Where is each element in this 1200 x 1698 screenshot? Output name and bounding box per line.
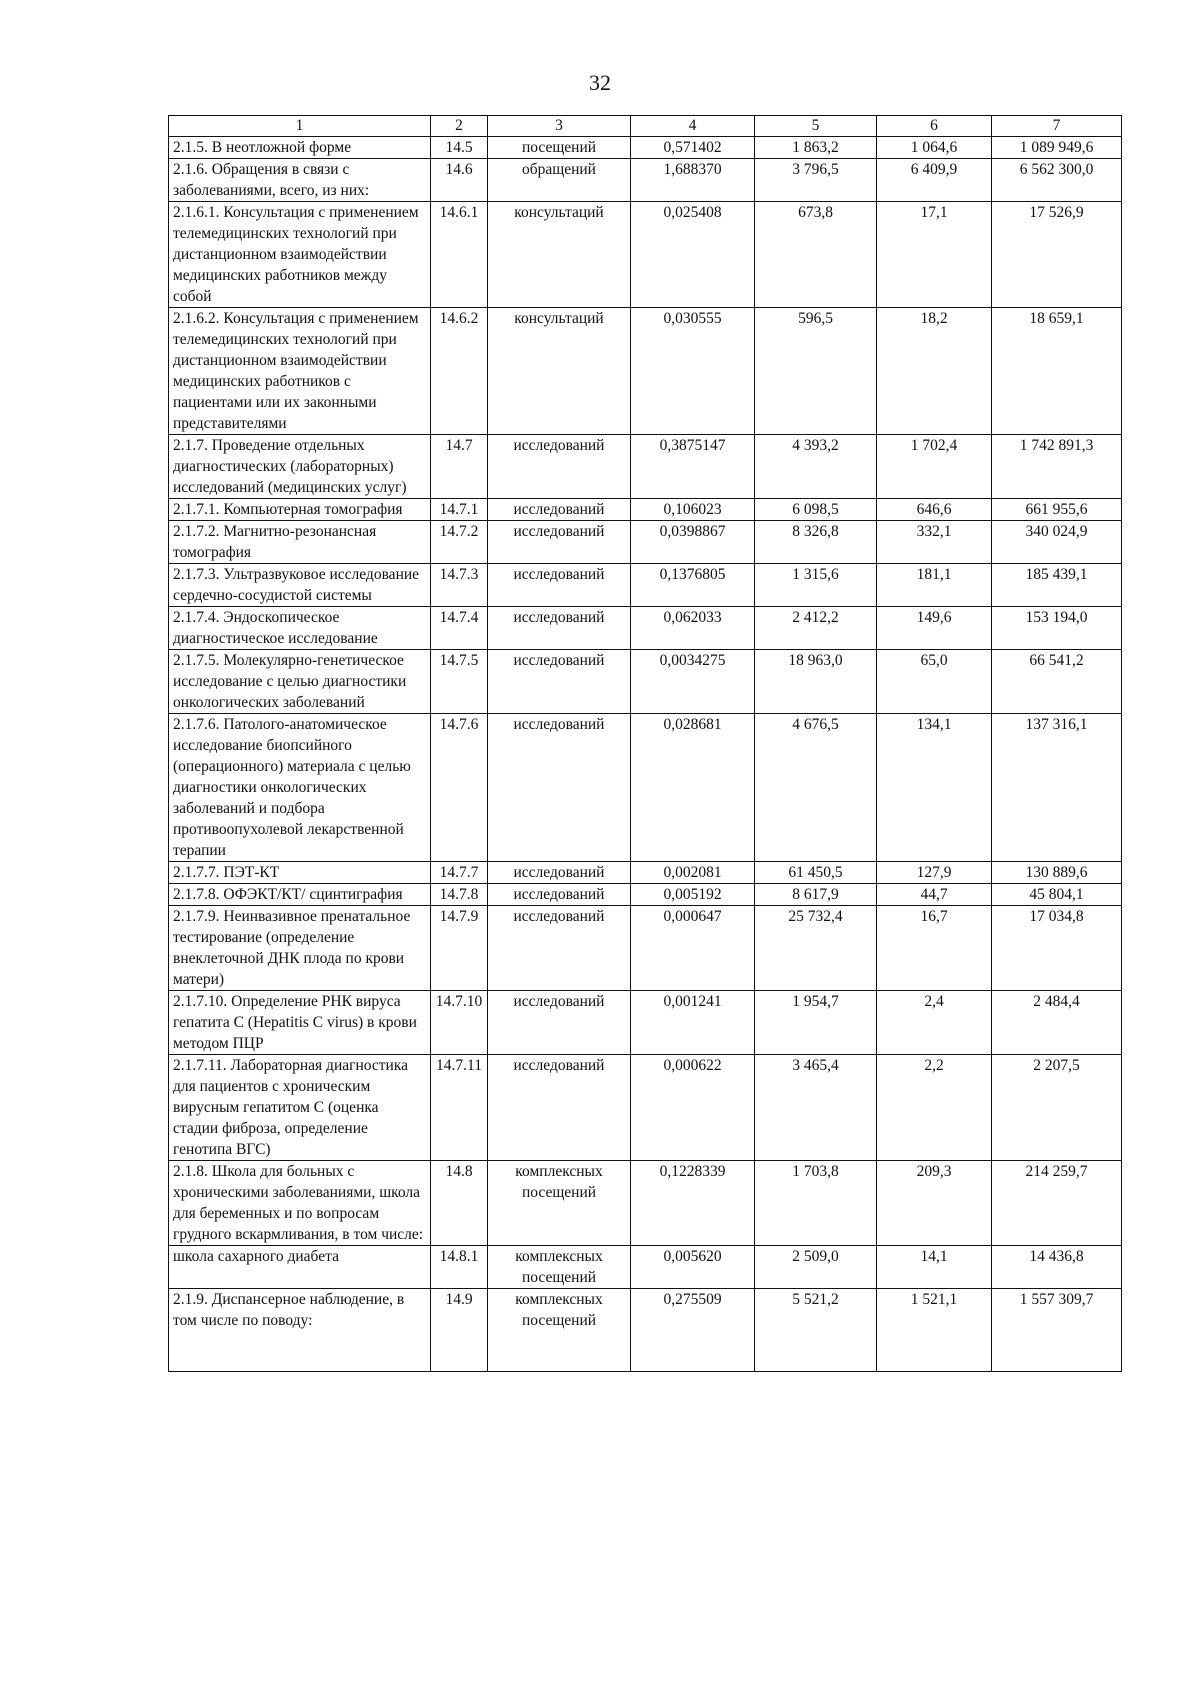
table-row	[169, 862, 1122, 884]
row-unit: исследований	[488, 650, 631, 714]
row-unit: исследований	[488, 1055, 631, 1161]
column-number: 3	[488, 116, 631, 137]
row-per-capita: 17,1	[877, 202, 992, 308]
row-name: 2.1.7.9. Неинвазивное пренатальное тестирование (определение внеклеточной ДНК плода по крови матери)	[169, 906, 431, 991]
row-total: 6 562 300,0	[992, 159, 1122, 202]
row-norm: 0,571402	[631, 137, 755, 159]
row-cost: 1 703,8	[755, 1161, 877, 1246]
row-code: 14.7.4	[431, 607, 488, 650]
row-per-capita: 44,7	[877, 884, 992, 906]
row-norm: 0,030555	[631, 308, 755, 435]
row-total: 153 194,0	[992, 607, 1122, 650]
row-unit: исследований	[488, 521, 631, 564]
row-total: 2 207,5	[992, 1055, 1122, 1161]
row-unit: комплексных посещений	[488, 1289, 631, 1372]
row-norm: 0,1228339	[631, 1161, 755, 1246]
row-name: 2.1.7. Проведение отдельных диагностических (лабораторных) исследований (медицинских услуг)	[169, 435, 431, 499]
row-code: 14.5	[431, 137, 488, 159]
row-total: 18 659,1	[992, 308, 1122, 435]
row-total: 1 557 309,7	[992, 1289, 1122, 1372]
column-number-row	[169, 116, 1122, 137]
row-norm: 0,106023	[631, 499, 755, 521]
row-unit: комплексных посещений	[488, 1161, 631, 1246]
table-row	[169, 1289, 1122, 1372]
row-cost: 25 732,4	[755, 906, 877, 991]
row-norm: 0,275509	[631, 1289, 755, 1372]
row-unit: исследований	[488, 499, 631, 521]
table-row	[169, 607, 1122, 650]
row-total: 66 541,2	[992, 650, 1122, 714]
row-per-capita: 2,2	[877, 1055, 992, 1161]
row-name: 2.1.7.7. ПЭТ-КТ	[169, 862, 431, 884]
row-total: 137 316,1	[992, 714, 1122, 862]
row-unit: консультаций	[488, 308, 631, 435]
row-unit: исследований	[488, 862, 631, 884]
row-total: 185 439,1	[992, 564, 1122, 607]
row-unit: исследований	[488, 564, 631, 607]
table-row	[169, 564, 1122, 607]
row-per-capita: 209,3	[877, 1161, 992, 1246]
row-norm: 0,025408	[631, 202, 755, 308]
row-unit: обращений	[488, 159, 631, 202]
table-row	[169, 202, 1122, 308]
table-row	[169, 906, 1122, 991]
row-norm: 0,3875147	[631, 435, 755, 499]
row-name: 2.1.8. Школа для больных с хроническими заболеваниями, школа для беременных и по вопросам грудного вскармливания, в том числе:	[169, 1161, 431, 1246]
row-code: 14.8	[431, 1161, 488, 1246]
row-cost: 8 617,9	[755, 884, 877, 906]
column-number: 6	[877, 116, 992, 137]
row-unit: исследований	[488, 906, 631, 991]
row-norm: 0,005620	[631, 1246, 755, 1289]
row-norm: 0,062033	[631, 607, 755, 650]
row-cost: 4 393,2	[755, 435, 877, 499]
table-row	[169, 714, 1122, 862]
row-total: 2 484,4	[992, 991, 1122, 1055]
row-name: 2.1.7.6. Патолого-анатомическое исследование биопсийного (операционного) материала с целью диагностики онкологических заболеваний и подбора противоопухолевой лекарственной терапии	[169, 714, 431, 862]
row-per-capita: 332,1	[877, 521, 992, 564]
row-unit: комплексных посещений	[488, 1246, 631, 1289]
column-number: 1	[169, 116, 431, 137]
table-body	[169, 137, 1122, 1372]
row-norm: 0,0398867	[631, 521, 755, 564]
row-per-capita: 149,6	[877, 607, 992, 650]
row-name: 2.1.6.1. Консультация с применением телемедицинских технологий при дистанционном взаимодействии медицинских работников между собой	[169, 202, 431, 308]
row-name: 2.1.7.8. ОФЭКТ/КТ/ сцинтиграфия	[169, 884, 431, 906]
data-table	[168, 115, 1122, 1372]
row-per-capita: 1 064,6	[877, 137, 992, 159]
row-per-capita: 127,9	[877, 862, 992, 884]
row-code: 14.6	[431, 159, 488, 202]
row-total: 661 955,6	[992, 499, 1122, 521]
row-per-capita: 181,1	[877, 564, 992, 607]
row-total: 17 034,8	[992, 906, 1122, 991]
table-row	[169, 884, 1122, 906]
table-row	[169, 650, 1122, 714]
row-unit: посещений	[488, 137, 631, 159]
row-code: 14.9	[431, 1289, 488, 1372]
row-name: 2.1.6.2. Консультация с применением телемедицинских технологий при дистанционном взаимодействии медицинских работников с пациентами или их законными представителями	[169, 308, 431, 435]
row-norm: 0,000622	[631, 1055, 755, 1161]
row-per-capita: 134,1	[877, 714, 992, 862]
row-code: 14.6.2	[431, 308, 488, 435]
row-code: 14.7.10	[431, 991, 488, 1055]
row-per-capita: 646,6	[877, 499, 992, 521]
row-code: 14.7.5	[431, 650, 488, 714]
column-number: 2	[431, 116, 488, 137]
row-code: 14.7.11	[431, 1055, 488, 1161]
row-cost: 3 796,5	[755, 159, 877, 202]
row-name: 2.1.7.4. Эндоскопическое диагностическое исследование	[169, 607, 431, 650]
row-code: 14.7.6	[431, 714, 488, 862]
row-cost: 5 521,2	[755, 1289, 877, 1372]
row-total: 1 089 949,6	[992, 137, 1122, 159]
table-row	[169, 499, 1122, 521]
row-name: 2.1.7.3. Ультразвуковое исследование сердечно-сосудистой системы	[169, 564, 431, 607]
row-norm: 0,002081	[631, 862, 755, 884]
table-row	[169, 308, 1122, 435]
row-code: 14.7.3	[431, 564, 488, 607]
row-cost: 3 465,4	[755, 1055, 877, 1161]
row-cost: 4 676,5	[755, 714, 877, 862]
row-norm: 1,688370	[631, 159, 755, 202]
row-cost: 2 412,2	[755, 607, 877, 650]
row-code: 14.7.9	[431, 906, 488, 991]
row-name: 2.1.7.10. Определение РНК вируса гепатита С (Hepatitis C virus) в крови методом ПЦР	[169, 991, 431, 1055]
page-number: 32	[589, 70, 611, 95]
row-unit: исследований	[488, 607, 631, 650]
row-cost: 6 098,5	[755, 499, 877, 521]
row-per-capita: 16,7	[877, 906, 992, 991]
row-norm: 0,0034275	[631, 650, 755, 714]
row-cost: 1 315,6	[755, 564, 877, 607]
table-row	[169, 1161, 1122, 1246]
row-total: 45 804,1	[992, 884, 1122, 906]
column-number: 7	[992, 116, 1122, 137]
row-cost: 1 863,2	[755, 137, 877, 159]
row-cost: 673,8	[755, 202, 877, 308]
row-norm: 0,000647	[631, 906, 755, 991]
table-row	[169, 159, 1122, 202]
row-cost: 61 450,5	[755, 862, 877, 884]
row-cost: 2 509,0	[755, 1246, 877, 1289]
row-unit: исследований	[488, 714, 631, 862]
row-total: 340 024,9	[992, 521, 1122, 564]
row-per-capita: 18,2	[877, 308, 992, 435]
row-code: 14.8.1	[431, 1246, 488, 1289]
row-total: 14 436,8	[992, 1246, 1122, 1289]
row-code: 14.7.2	[431, 521, 488, 564]
row-per-capita: 65,0	[877, 650, 992, 714]
table-row	[169, 137, 1122, 159]
row-total: 214 259,7	[992, 1161, 1122, 1246]
row-cost: 596,5	[755, 308, 877, 435]
row-code: 14.7.1	[431, 499, 488, 521]
row-name: 2.1.5. В неотложной форме	[169, 137, 431, 159]
table-row	[169, 1246, 1122, 1289]
table-row	[169, 435, 1122, 499]
row-name: 2.1.6. Обращения в связи с заболеваниями, всего, из них:	[169, 159, 431, 202]
row-name: 2.1.9. Диспансерное наблюдение, в том числе по поводу:	[169, 1289, 431, 1372]
row-total: 130 889,6	[992, 862, 1122, 884]
row-per-capita: 1 702,4	[877, 435, 992, 499]
row-cost: 8 326,8	[755, 521, 877, 564]
row-per-capita: 14,1	[877, 1246, 992, 1289]
row-code: 14.7.7	[431, 862, 488, 884]
row-per-capita: 6 409,9	[877, 159, 992, 202]
row-unit: исследований	[488, 435, 631, 499]
row-total: 17 526,9	[992, 202, 1122, 308]
row-norm: 0,005192	[631, 884, 755, 906]
row-cost: 1 954,7	[755, 991, 877, 1055]
table-row	[169, 521, 1122, 564]
column-number: 4	[631, 116, 755, 137]
row-name: 2.1.7.1. Компьютерная томография	[169, 499, 431, 521]
row-code: 14.7.8	[431, 884, 488, 906]
row-norm: 0,1376805	[631, 564, 755, 607]
column-number: 5	[755, 116, 877, 137]
row-name: 2.1.7.5. Молекулярно-генетическое исследование с целью диагностики онкологических заболеваний	[169, 650, 431, 714]
row-unit: консультаций	[488, 202, 631, 308]
row-per-capita: 2,4	[877, 991, 992, 1055]
row-name: школа сахарного диабета	[169, 1246, 431, 1289]
table-row	[169, 1055, 1122, 1161]
row-unit: исследований	[488, 991, 631, 1055]
row-name: 2.1.7.2. Магнитно-резонансная томография	[169, 521, 431, 564]
row-unit: исследований	[488, 884, 631, 906]
row-name: 2.1.7.11. Лабораторная диагностика для пациентов с хроническим вирусным гепатитом С (оценка стадии фиброза, определение генотипа ВГС)	[169, 1055, 431, 1161]
row-norm: 0,001241	[631, 991, 755, 1055]
row-norm: 0,028681	[631, 714, 755, 862]
row-per-capita: 1 521,1	[877, 1289, 992, 1372]
table-row	[169, 991, 1122, 1055]
row-total: 1 742 891,3	[992, 435, 1122, 499]
row-cost: 18 963,0	[755, 650, 877, 714]
row-code: 14.7	[431, 435, 488, 499]
row-code: 14.6.1	[431, 202, 488, 308]
